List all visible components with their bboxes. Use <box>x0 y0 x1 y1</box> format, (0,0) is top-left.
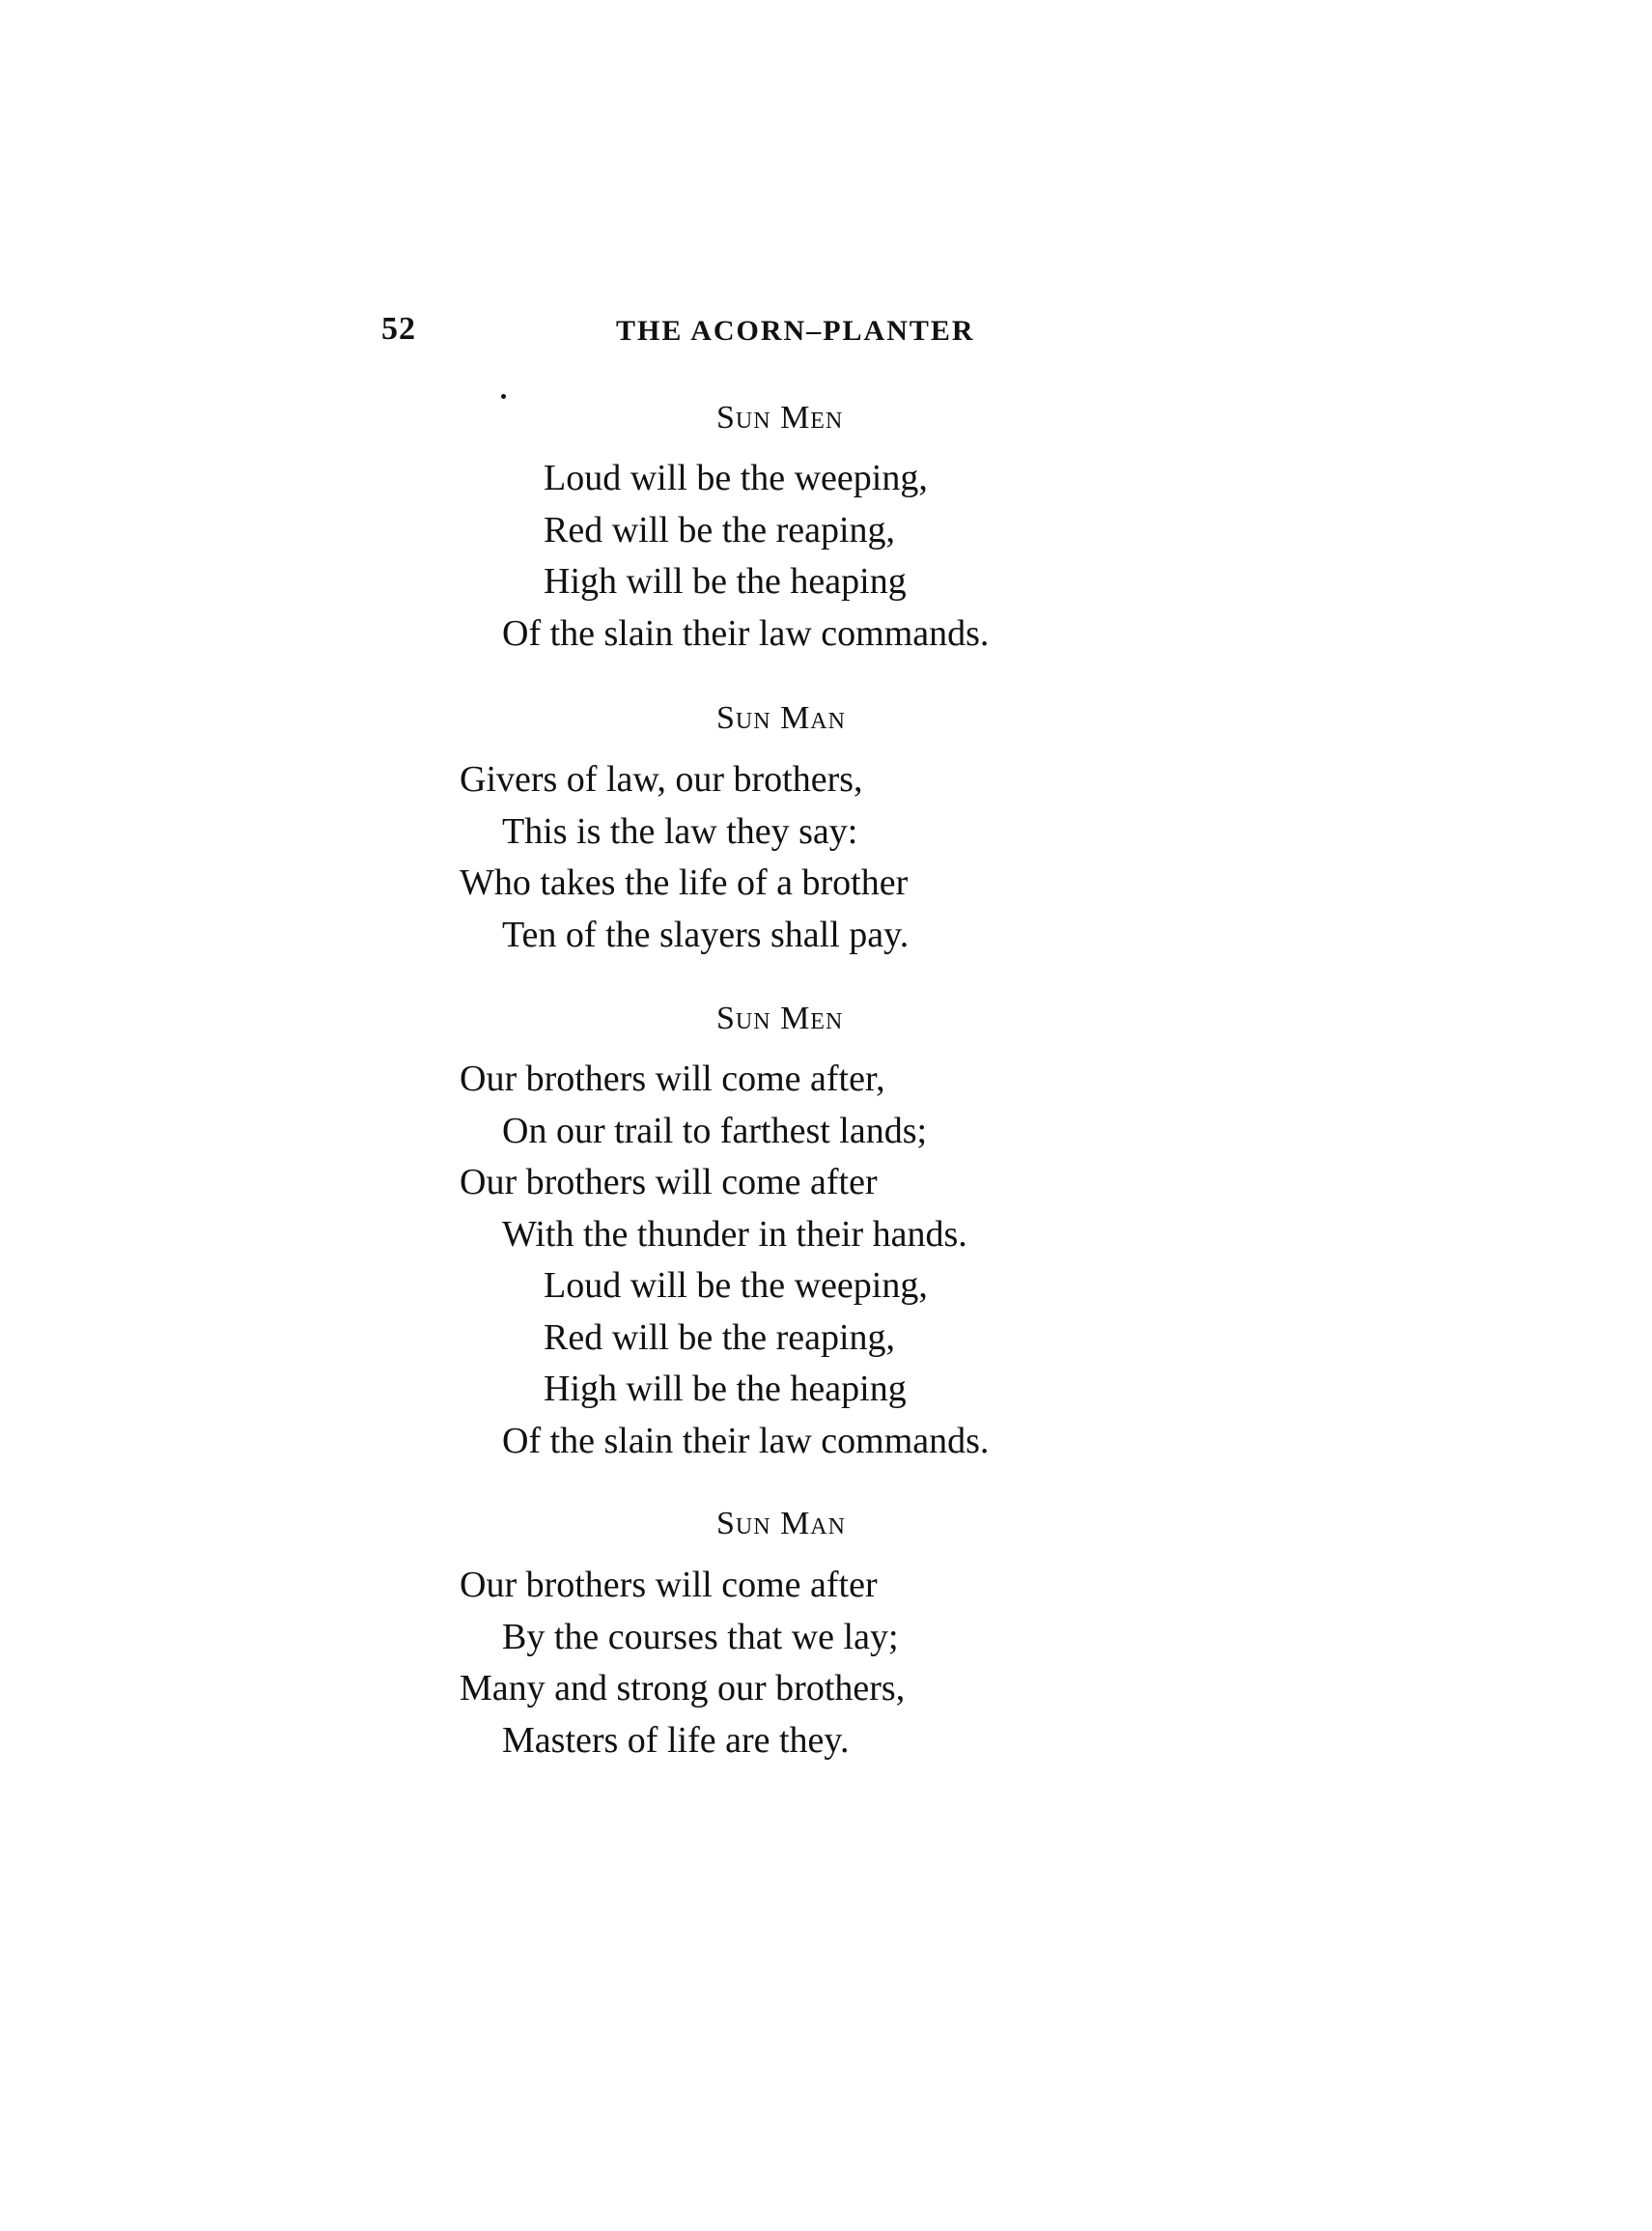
verse-line: By the courses that we lay; <box>502 1617 899 1657</box>
speaker-label: Sun Men <box>716 400 844 436</box>
verse-line: Masters of life are they. <box>502 1720 850 1761</box>
verse-line: High will be the heaping <box>544 1369 907 1409</box>
verse-line: High will be the heaping <box>544 561 907 602</box>
verse-line: On our trail to farthest lands; <box>502 1111 928 1151</box>
verse-line: This is the law they say: <box>502 811 858 852</box>
speaker-label: Sun Man <box>716 1506 846 1541</box>
ink-speck <box>501 394 506 399</box>
verse-line: Our brothers will come after, <box>460 1059 885 1099</box>
verse-line: Of the slain their law commands. <box>502 1421 990 1461</box>
verse-line: Red will be the reaping, <box>544 510 896 551</box>
verse-line: Of the slain their law commands. <box>502 613 990 654</box>
verse-line: Loud will be the weeping, <box>544 1265 928 1306</box>
running-title: THE ACORN–PLANTER <box>616 315 975 347</box>
speaker-label: Sun Men <box>716 1001 844 1036</box>
verse-line: Red will be the reaping, <box>544 1317 896 1358</box>
verse-line: Loud will be the weeping, <box>544 458 928 498</box>
verse-line: Our brothers will come after <box>460 1162 878 1202</box>
page-number: 52 <box>381 311 416 347</box>
verse-line: With the thunder in their hands. <box>502 1214 967 1255</box>
verse-line: Givers of law, our brothers, <box>460 759 863 800</box>
verse-line: Ten of the slayers shall pay. <box>502 915 910 955</box>
verse-line: Our brothers will come after <box>460 1565 878 1605</box>
speaker-label: Sun Man <box>716 700 846 736</box>
verse-line: Many and strong our brothers, <box>460 1668 906 1709</box>
verse-line: Who takes the life of a brother <box>460 862 909 903</box>
